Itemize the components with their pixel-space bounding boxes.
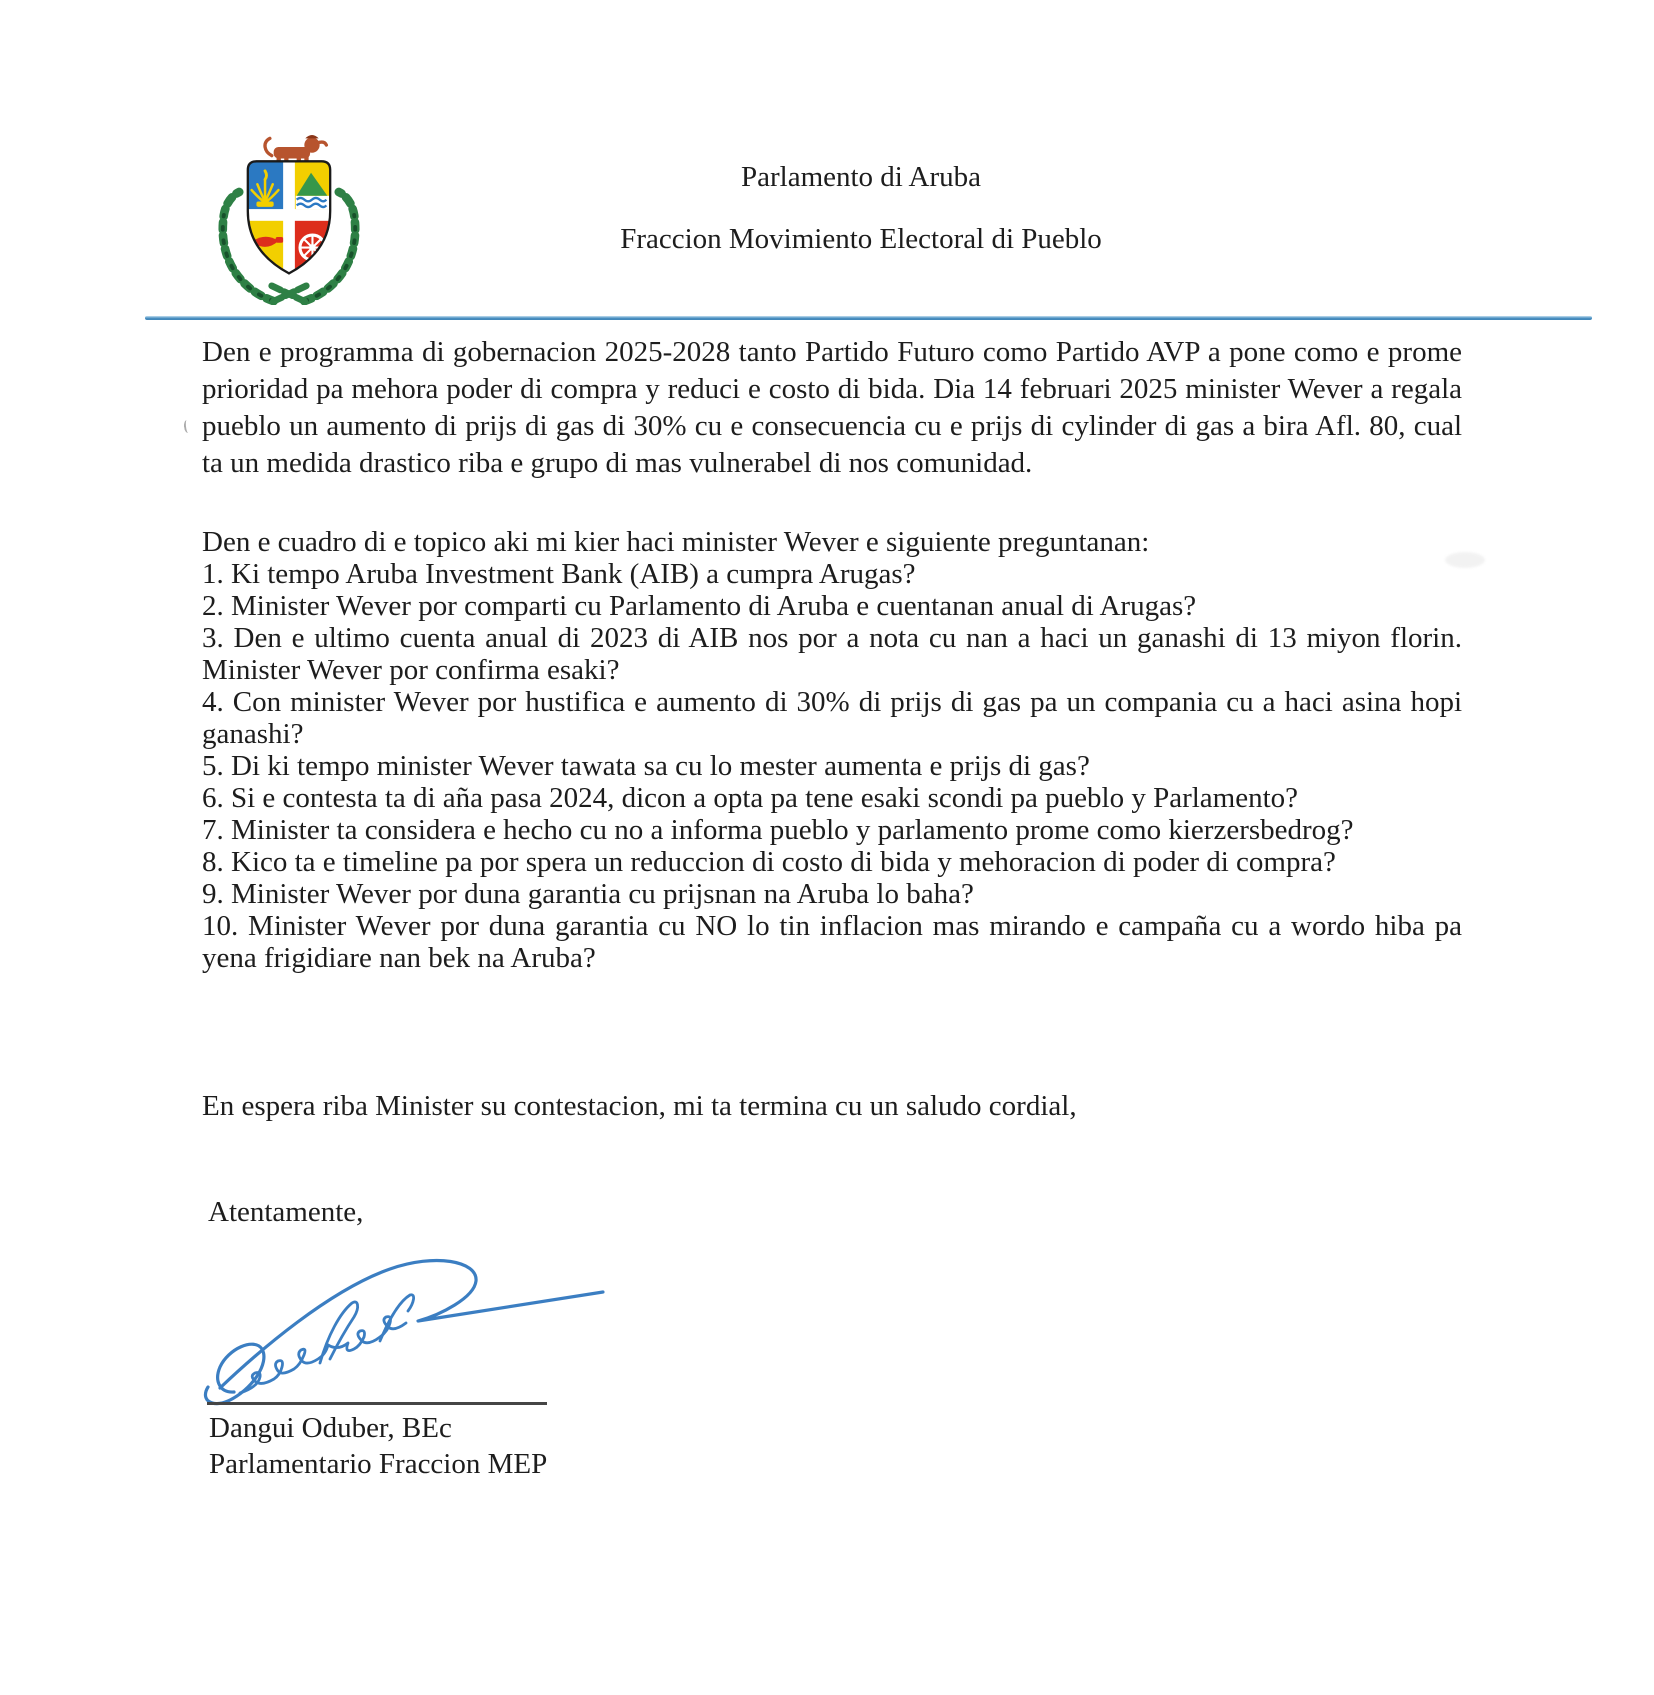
question-item-3: 3. Den e ultimo cuenta anual di 2023 di AIB nos por a nota cu nan a haci un ganashi di 13 miyon florin. Minister Wever por confirma esaki?: [202, 622, 1462, 686]
questions-block: [202, 526, 1462, 974]
question-item-6: 6. Si e contesta ta di aña pasa 2024, dicon a opta pa tene esaki scondi pa pueblo y Parlamento?: [202, 782, 1299, 814]
signature-scribble-icon: [200, 1255, 620, 1410]
question-item-7: 7. Minister ta considera e hecho cu no a informa pueblo y parlamento prome como kierzersbedrog?: [202, 814, 1354, 846]
signatory-name: Dangui Oduber, BEc: [209, 1412, 452, 1444]
aruba-coat-of-arms-icon: [215, 123, 363, 305]
question-item-10: 10. Minister Wever por duna garantia cu NO lo tin inflacion mas mirando e campaña cu a wordo hiba pa yena frigidiare nan bek na Aruba?: [202, 910, 1462, 974]
valediction: Atentamente,: [208, 1196, 364, 1228]
org-name: Parlamento di Aruba: [740, 161, 981, 193]
intro-paragraph: Den e programma di gobernacion 2025-2028 tanto Partido Futuro como Partido AVP a pone como e prome prioridad pa mehora poder di compra y reduci e costo di bida. Dia 14 februari 2025 minister Wever a regala pueblo un aumento di prijs di gas di 30% cu e consecuencia cu e prijs di cylinder di gas a bira Afl. 80, cual ta un medida drastico riba e grupo di mas vulnerabel di nos comunidad.: [202, 336, 1462, 479]
question-item-9: 9. Minister Wever por duna garantia cu prijsnan na Aruba lo baha?: [202, 878, 974, 910]
signatory-block: [209, 1410, 547, 1482]
questions-intro: Den e cuadro di e topico aki mi kier haci minister Wever e siguiente preguntanan:: [202, 526, 1150, 558]
signatory-title: Parlamentario Fraccion MEP: [209, 1448, 548, 1480]
question-item-8: 8. Kico ta e timeline pa por spera un reduccion di costo di bida y mehoracion di poder di compra?: [202, 846, 1336, 878]
signature-line: [207, 1402, 547, 1405]
question-item-2: 2. Minister Wever por comparti cu Parlamento di Aruba e cuentanan anual di Arugas?: [202, 590, 1197, 622]
header-divider: [145, 316, 1592, 320]
question-item-5: 5. Di ki tempo minister Wever tawata sa cu lo mester aumenta e prijs di gas?: [202, 750, 1090, 782]
lion-crest: [265, 135, 326, 162]
question-item-1: 1. Ki tempo Aruba Investment Bank (AIB) a cumpra Arugas?: [202, 558, 916, 590]
scan-artifact: [183, 420, 191, 434]
fraction-name: Fraccion Movimiento Electoral di Pueblo: [620, 223, 1102, 255]
question-item-4: 4. Con minister Wever por hustifica e aumento di 30% di prijs di gas pa un compania cu a haci asina hopi ganashi?: [202, 686, 1462, 750]
closing-line: En espera riba Minister su contestacion, mi ta termina cu un saludo cordial,: [202, 1090, 1077, 1122]
